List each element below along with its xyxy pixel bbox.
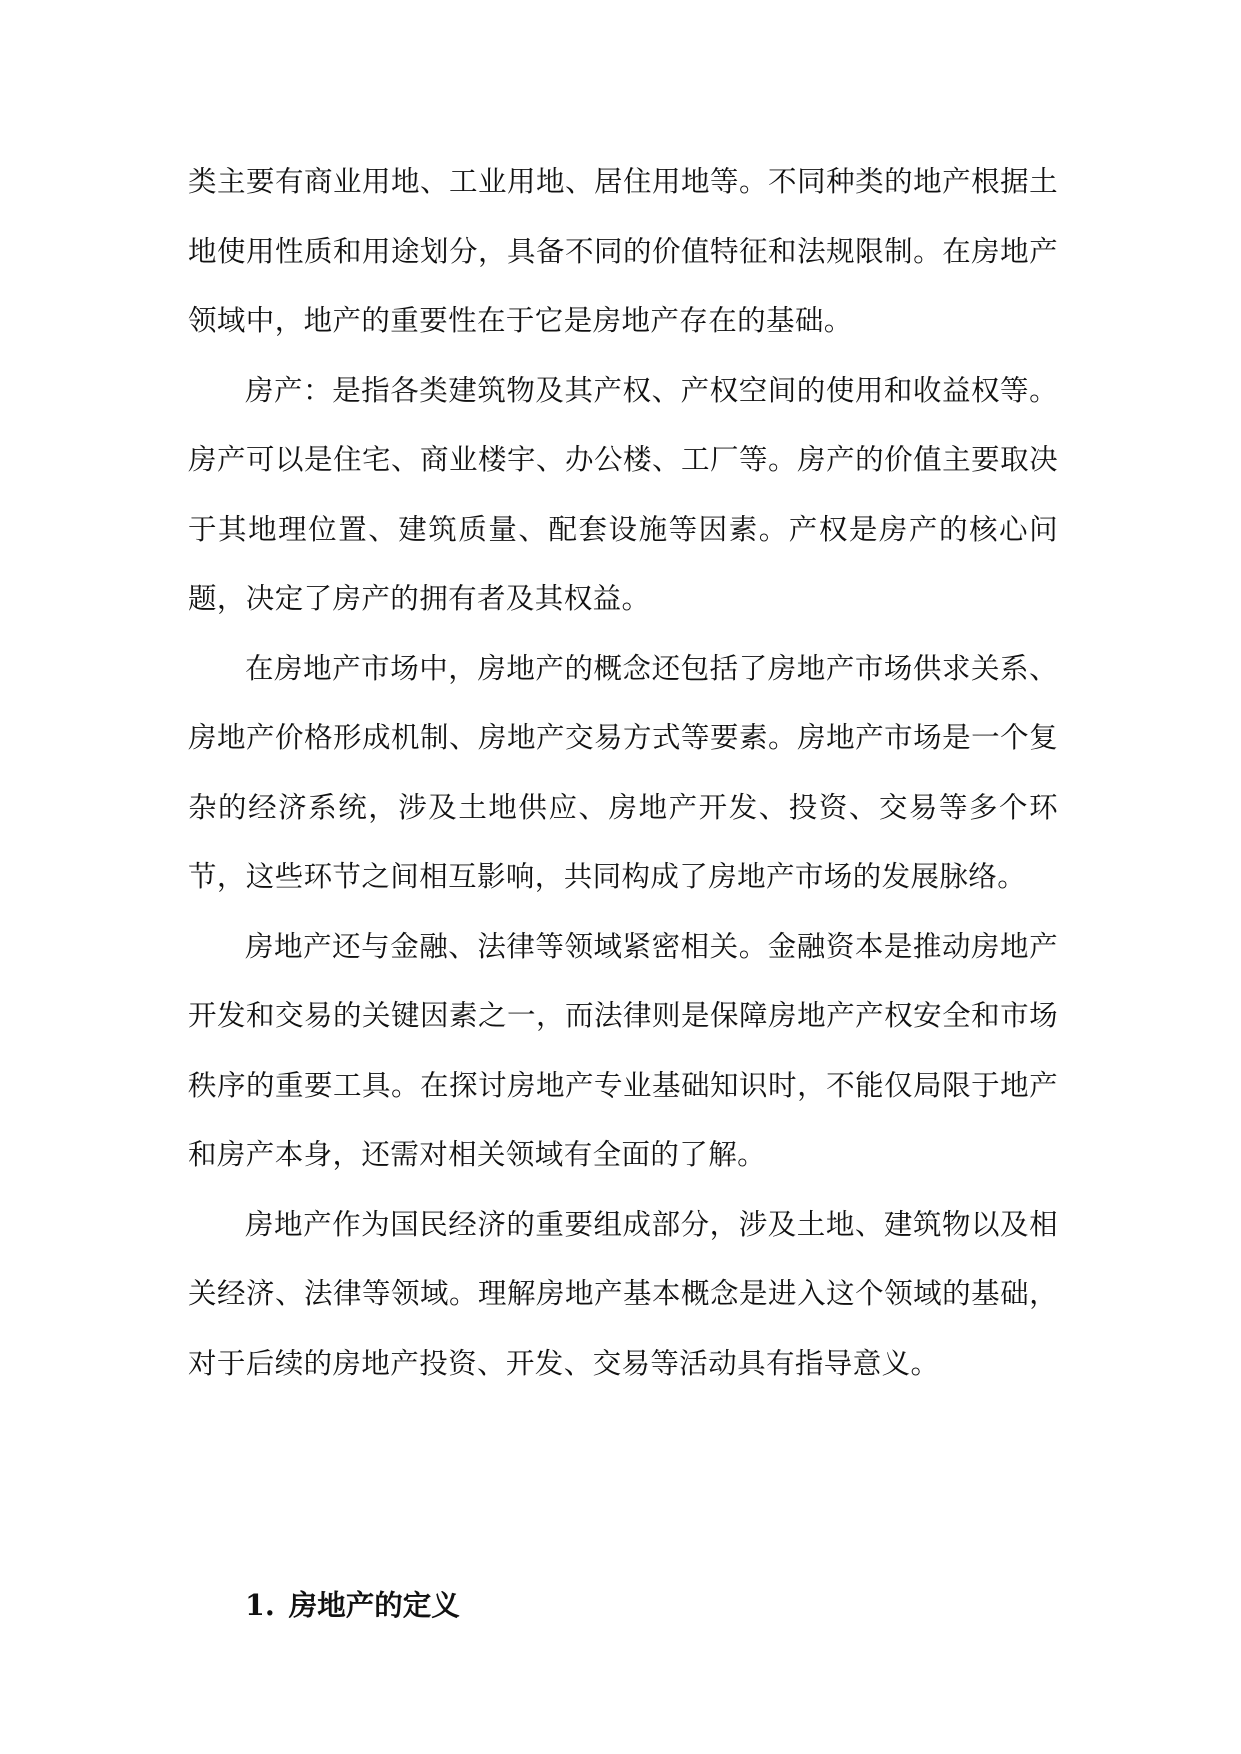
paragraph-land-types: 类主要有商业用地、工业用地、居住用地等。不同种类的地产根据土地使用性质和用途划分，具备不同的价值特征和法规限制。在房地产领域中，地产的重要性在于它是房地产存在的基础。 xyxy=(188,165,1058,337)
section-heading-number: 1. xyxy=(245,1588,275,1622)
section-heading-title: 房地产的定义 xyxy=(288,1588,460,1622)
paragraph-finance-law: 房地产还与金融、法律等领域紧密相关。金融资本是推动房地产开发和交易的关键因素之一，而法律则是保障房地产产权安全和市场秩序的重要工具。在探讨房地产专业基础知识时，不能仅局限于地产和房产本身，还需对相关领域有全面的了解。 xyxy=(188,929,1058,1171)
paragraph-property-definition: 房产：是指各类建筑物及其产权、产权空间的使用和收益权等。房产可以是住宅、商业楼宇、办公楼、工厂等。房产的价值主要取决于其地理位置、建筑质量、配套设施等因素。产权是房产的核心问题，决定了房产的拥有者及其权益。 xyxy=(188,373,1058,615)
section-heading xyxy=(245,1580,460,1630)
document-body xyxy=(188,147,1058,1398)
paragraph-market-concept: 在房地产市场中，房地产的概念还包括了房地产市场供求关系、房地产价格形成机制、房地产交易方式等要素。房地产市场是一个复杂的经济系统，涉及土地供应、房地产开发、投资、交易等多个环节，这些环节之间相互影响，共同构成了房地产市场的发展脉络。 xyxy=(188,651,1058,893)
paragraph-national-economy: 房地产作为国民经济的重要组成部分，涉及土地、建筑物以及相关经济、法律等领域。理解房地产基本概念是进入这个领域的基础，对于后续的房地产投资、开发、交易等活动具有指导意义。 xyxy=(188,1207,1058,1380)
